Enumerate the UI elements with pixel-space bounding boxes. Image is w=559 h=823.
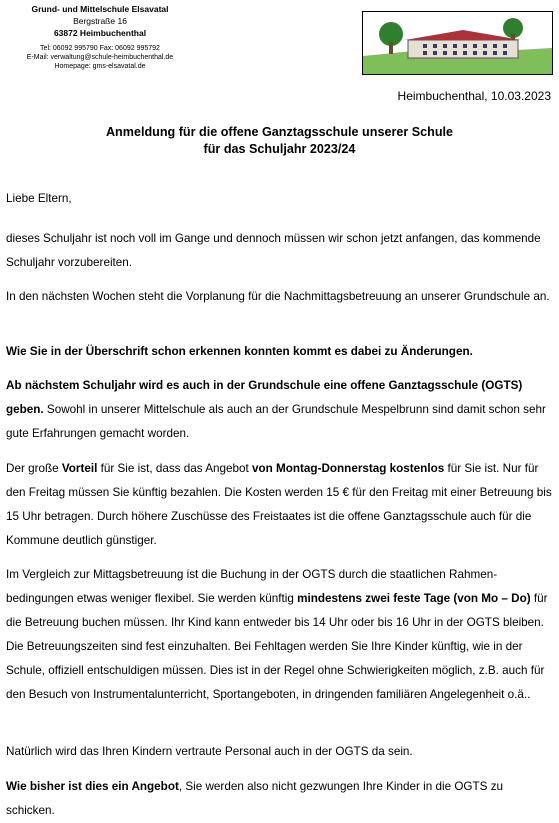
paragraph-4 — [6, 374, 554, 446]
school-building-logo — [362, 11, 553, 75]
page-title — [0, 124, 559, 158]
phone-fax-line: Tel: 06092 995790 Fax: 06092 995792 — [40, 45, 160, 52]
paragraph-4-text: Sowohl in unserer Mittelschule als auch an der Grundschule Mespelbrunn sind damit schon sehr gute Erfahrungen gemacht worden. — [6, 403, 546, 440]
title-line-2: für das Schuljahr 2023/24 — [203, 142, 356, 156]
school-street: Bergstraße 16 — [73, 16, 127, 26]
school-building-icon — [363, 12, 552, 74]
paragraph-6-a: Im Vergleich zur Mittagsbetreuung ist die Buchung in der OGTS durch die staatlichen Rahmen-bedingungen etwas weniger flexibel. Sie werden künftig — [6, 568, 498, 605]
title-line-1: Anmeldung für die offene Ganztagsschule unserer Schule — [105, 125, 454, 139]
school-name: Grund- und Mittelschule Elsavatal — [31, 4, 169, 14]
email-line: E-Mail: verwaltung@schule-heimbuchenthal.de — [26, 54, 174, 61]
paragraph-8-text: , Sie werden also nicht gezwungen Ihre Kinder in die OGTS zu schicken. — [6, 780, 504, 817]
date-line: Heimbuchenthal, 10.03.2023 — [397, 89, 551, 103]
paragraph-6 — [6, 563, 554, 707]
paragraph-5 — [6, 457, 554, 553]
paragraph-3: Wie Sie in der Überschrift schon erkennen konnten kommt es dabei zu Änderungen. — [6, 345, 473, 358]
homepage-line: Homepage: gms-elsavatal.de — [54, 63, 146, 70]
paragraph-5-e: für Sie ist. Nur für den Freitag müssen Sie künftig bezahlen. Die Kosten werden 15 € für den Freitag mit einer Betreuung bis 15 Uhr betragen. Durch höhere Zuschüsse des Freistaates ist die offene Ganztagsschule auch für die Kommune deutlich günstiger. — [6, 462, 552, 547]
paragraph-1: dieses Schuljahr ist noch voll im Gange und dennoch müssen wir schon jetzt anfangen, das kommende Schuljahr vorzubereiten. — [6, 232, 541, 269]
letterhead — [0, 4, 200, 71]
paragraph-5-vorteil: Vorteil — [61, 462, 98, 475]
paragraph-6-c: für die Betreuung buchen müssen. Ihr Kind kann entweder bis 14 Uhr oder bis 16 Uhr in der OGTS bleiben. Die Betreuungszeiten sind fest einzuhalten. Bei Fehltagen werden Sie Ihre Kinder künftig, wie in der Schule, offiziell entschuldigen müssen. Dies ist in der Regel ohne Schwierigkeiten möglich, z.B. auch für den Besuch von Instrumentalunterricht, Sportangeboten, in dringenden familiären Angelegenheit o.ä.. — [6, 592, 548, 701]
paragraph-2: In den nächsten Wochen steht die Vorplanung für die Nachmittagsbetreuung an unserer Grundschule an. — [6, 290, 550, 303]
paragraph-5-c: für Sie ist, dass das Angebot — [97, 462, 252, 475]
paragraph-4-bold: Ab nächstem Schuljahr wird es auch in der Grundschule eine offene Ganztagsschule (OGTS) geben. — [6, 379, 523, 416]
paragraph-6-bold: mindestens zwei feste Tage (von Mo – Do) — [297, 592, 531, 605]
salutation: Liebe Eltern, — [6, 192, 72, 205]
paragraph-5-a: Der große — [6, 462, 62, 475]
paragraph-5-kostenlos: von Montag-Donnerstag kostenlos — [252, 462, 445, 475]
paragraph-8-bold: Wie bisher ist dies ein Angebot — [6, 780, 179, 793]
contact-block — [0, 44, 200, 71]
school-city: 63872 Heimbuchenthal — [53, 28, 147, 38]
paragraph-7: Natürlich wird das Ihren Kindern vertraute Personal auch in der OGTS da sein. — [6, 745, 413, 758]
paragraph-8 — [6, 775, 554, 823]
